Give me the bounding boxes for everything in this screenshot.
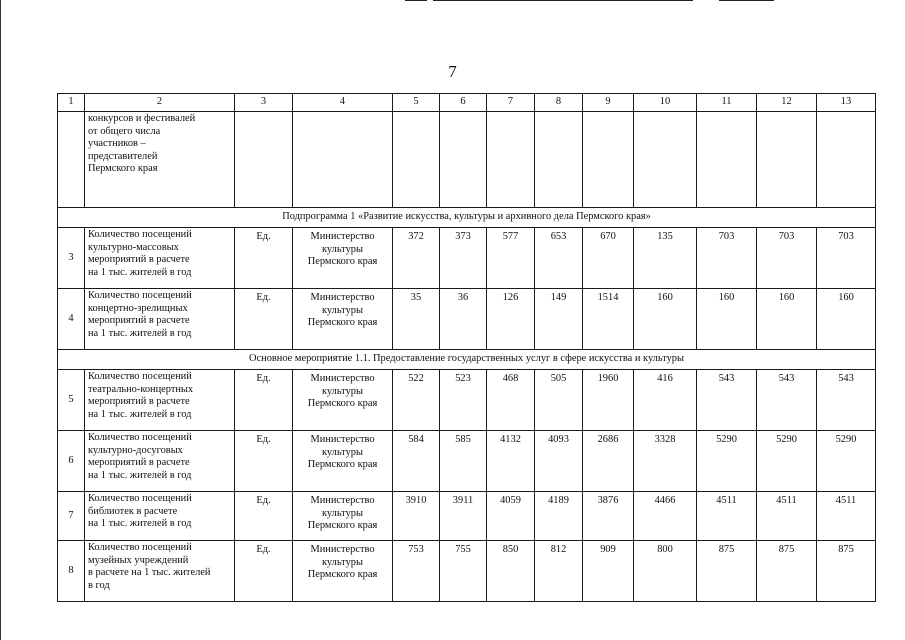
top-rule (405, 0, 427, 1)
responsible-org-line: культуры (322, 304, 363, 316)
row-number-cell: 7 (58, 492, 85, 541)
indicator-name-cell (85, 370, 235, 431)
value-cell: 373 (440, 228, 487, 289)
indicator-name-cell (85, 289, 235, 350)
row-number-cell (58, 112, 85, 208)
value-cell: 850 (487, 541, 535, 602)
table-row (58, 431, 876, 492)
indicator-name-line: мероприятий в расчете (88, 457, 190, 469)
column-header: 2 (85, 94, 235, 112)
value-cell: 3911 (440, 492, 487, 541)
value-cell: 753 (393, 541, 440, 602)
indicator-name-line: Количество посещений (88, 371, 192, 382)
responsible-org-line: Министерство (310, 231, 375, 242)
responsible-org-line: Министерство (310, 434, 375, 445)
value-cell: 875 (697, 541, 757, 602)
responsible-org-line: Министерство (310, 292, 375, 303)
responsible-org-line: культуры (322, 507, 363, 519)
value-cell: 523 (440, 370, 487, 431)
value-cell: 584 (393, 431, 440, 492)
value-cell: 160 (757, 289, 817, 350)
value-cell: 5290 (757, 431, 817, 492)
value-cell: 585 (440, 431, 487, 492)
responsible-org-cell (293, 492, 393, 541)
responsible-org-line: культуры (322, 446, 363, 458)
value-cell: 5290 (697, 431, 757, 492)
responsible-org-cell (293, 370, 393, 431)
indicator-name-line: мероприятий в расчете (88, 254, 190, 266)
value-cell: 543 (757, 370, 817, 431)
table-row (58, 370, 876, 431)
responsible-org-line: Пермского края (307, 569, 378, 581)
value-cell: 149 (535, 289, 583, 350)
column-header: 12 (757, 94, 817, 112)
indicators-table-body (58, 94, 876, 602)
value-cell: 135 (634, 228, 697, 289)
table-row (58, 541, 876, 602)
indicator-name-line: Пермского края (88, 163, 158, 175)
value-cell: 505 (535, 370, 583, 431)
indicator-name-line: на 1 тыс. жителей в год (88, 408, 192, 420)
value-cell: 800 (634, 541, 697, 602)
row-number-cell: 4 (58, 289, 85, 350)
column-header: 6 (440, 94, 487, 112)
indicator-name-line: от общего числа (88, 125, 161, 137)
responsible-org-line: культуры (322, 243, 363, 255)
column-header: 3 (235, 94, 293, 112)
column-header: 1 (58, 94, 85, 112)
unit-cell: Ед. (235, 370, 293, 431)
value-cell: 1514 (583, 289, 634, 350)
value-cell: 4466 (634, 492, 697, 541)
responsible-org-line: Министерство (310, 495, 375, 506)
indicator-name-cell (85, 228, 235, 289)
unit-cell: Ед. (235, 289, 293, 350)
column-header: 8 (535, 94, 583, 112)
indicator-name-line: театрально-концертных (88, 383, 194, 395)
indicator-name-line: Количество посещений (88, 229, 192, 240)
indicator-name-line: Количество посещений (88, 493, 192, 504)
value-cell: 543 (817, 370, 876, 431)
indicator-name-line: Количество посещений (88, 290, 192, 301)
row-number-cell: 5 (58, 370, 85, 431)
indicator-name-line: конкурсов и фестивалей (88, 113, 196, 124)
section-row (58, 208, 876, 228)
continuation-row (58, 112, 876, 208)
responsible-org-line: Пермского края (307, 459, 378, 471)
top-rule (719, 0, 774, 1)
indicator-name-line: представителей (88, 150, 158, 162)
responsible-org-line: Министерство (310, 544, 375, 555)
responsible-org-line: Пермского края (307, 317, 378, 329)
value-cell: 4059 (487, 492, 535, 541)
value-cell: 416 (634, 370, 697, 431)
responsible-org-line: Пермского края (307, 256, 378, 268)
indicator-name-line: на 1 тыс. жителей в год (88, 469, 192, 481)
unit-cell: Ед. (235, 541, 293, 602)
value-cell: 3328 (634, 431, 697, 492)
value-cell: 522 (393, 370, 440, 431)
page-number: 7 (448, 62, 457, 81)
value-cell: 3876 (583, 492, 634, 541)
indicator-name-line: мероприятий в расчете (88, 396, 190, 408)
indicator-name-line: музейных учреждений (88, 554, 189, 566)
indicator-name-line: Количество посещений (88, 432, 192, 443)
value-cell: 812 (535, 541, 583, 602)
indicator-name-cell (85, 492, 235, 541)
page-left-edge (0, 0, 1, 640)
table-row (58, 228, 876, 289)
responsible-org-cell (293, 228, 393, 289)
value-cell: 35 (393, 289, 440, 350)
value-cell: 670 (583, 228, 634, 289)
value-cell: 577 (487, 228, 535, 289)
responsible-org-line: культуры (322, 385, 363, 397)
value-cell: 4093 (535, 431, 583, 492)
column-header: 4 (293, 94, 393, 112)
value-cell: 4189 (535, 492, 583, 541)
column-header: 10 (634, 94, 697, 112)
indicator-name-line: культурно-досуговых (88, 444, 183, 456)
responsible-org-cell (293, 541, 393, 602)
indicator-name-line: Количество посещений (88, 542, 192, 553)
section-row (58, 350, 876, 370)
value-cell: 5290 (817, 431, 876, 492)
indicator-name-line: культурно-массовых (88, 241, 179, 253)
row-number-cell: 8 (58, 541, 85, 602)
indicator-name-line: в год (88, 579, 110, 591)
indicator-name-cell (85, 431, 235, 492)
value-cell: 468 (487, 370, 535, 431)
unit-cell: Ед. (235, 492, 293, 541)
value-cell: 160 (697, 289, 757, 350)
value-cell: 875 (757, 541, 817, 602)
responsible-org-line: Пермского края (307, 520, 378, 532)
value-cell: 653 (535, 228, 583, 289)
value-cell: 703 (697, 228, 757, 289)
value-cell: 1960 (583, 370, 634, 431)
top-rule (433, 0, 693, 1)
value-cell: 703 (817, 228, 876, 289)
value-cell: 372 (393, 228, 440, 289)
unit-cell: Ед. (235, 431, 293, 492)
indicator-name-line: на 1 тыс. жителей в год (88, 518, 192, 530)
value-cell: 703 (757, 228, 817, 289)
indicator-name-line: на 1 тыс. жителей в год (88, 266, 192, 278)
responsible-org-cell (293, 289, 393, 350)
indicators-table (57, 93, 876, 602)
indicator-name-line: участников – (88, 138, 146, 150)
column-header: 13 (817, 94, 876, 112)
indicator-name-line: в расчете на 1 тыс. жителей (88, 567, 211, 579)
indicator-name-cell (85, 541, 235, 602)
indicator-name-line: мероприятий в расчете (88, 315, 190, 327)
value-cell: 126 (487, 289, 535, 350)
indicator-name-line: на 1 тыс. жителей в год (88, 327, 192, 339)
value-cell: 2686 (583, 431, 634, 492)
value-cell: 4511 (697, 492, 757, 541)
value-cell: 543 (697, 370, 757, 431)
value-cell: 875 (817, 541, 876, 602)
table-row (58, 289, 876, 350)
row-number-cell: 3 (58, 228, 85, 289)
value-cell: 3910 (393, 492, 440, 541)
value-cell: 36 (440, 289, 487, 350)
value-cell: 755 (440, 541, 487, 602)
subprogram-heading: Подпрограмма 1 «Развитие искусства, культуры и архивного дела Пермского края» (58, 208, 876, 228)
value-cell: 909 (583, 541, 634, 602)
unit-cell: Ед. (235, 228, 293, 289)
indicator-name-line: концертно-зрелищных (88, 302, 188, 314)
column-header: 11 (697, 94, 757, 112)
responsible-org-line: Пермского края (307, 398, 378, 410)
column-header-row (58, 94, 876, 112)
indicator-name-line: библиотек в расчете (88, 505, 178, 517)
value-cell: 160 (817, 289, 876, 350)
value-cell: 4511 (817, 492, 876, 541)
responsible-org-line: культуры (322, 556, 363, 568)
responsible-org-cell (293, 431, 393, 492)
main-event-heading: Основное мероприятие 1.1. Предоставление государственных услуг в сфере искусства и культуры (58, 350, 876, 370)
value-cell: 4511 (757, 492, 817, 541)
column-header: 9 (583, 94, 634, 112)
responsible-org-line: Министерство (310, 373, 375, 384)
value-cell: 4132 (487, 431, 535, 492)
column-header: 7 (487, 94, 535, 112)
row-number-cell: 6 (58, 431, 85, 492)
indicator-name-cell (85, 112, 235, 208)
value-cell: 160 (634, 289, 697, 350)
column-header: 5 (393, 94, 440, 112)
table-row (58, 492, 876, 541)
